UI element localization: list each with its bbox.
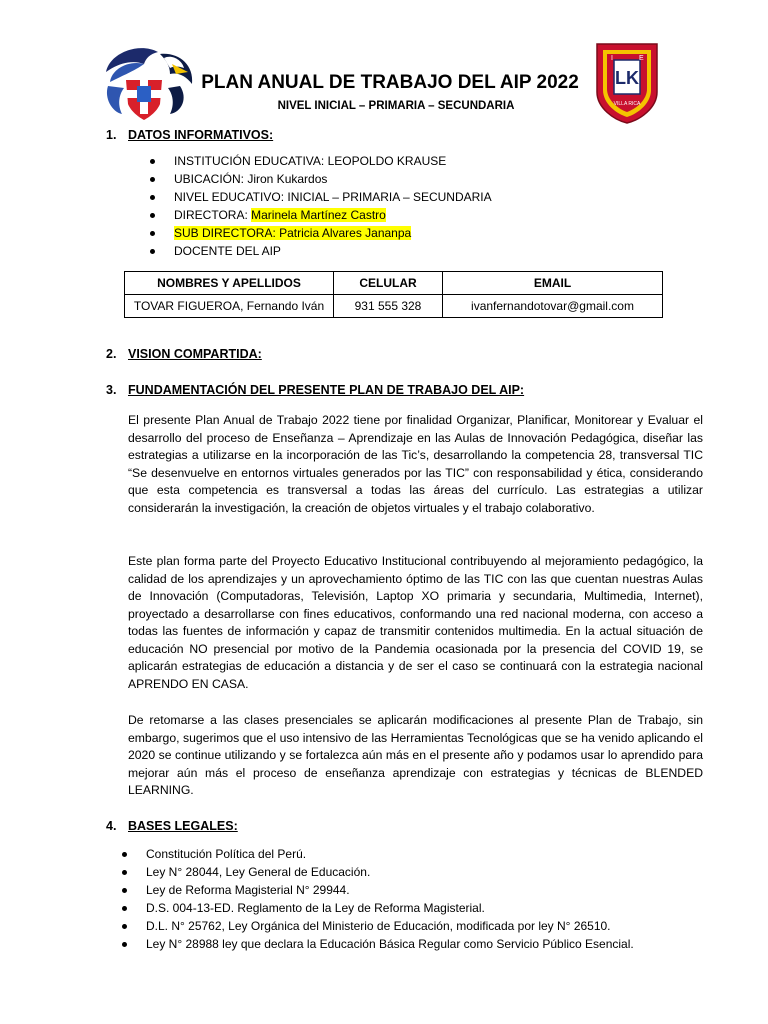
list-item-subdirectora	[148, 224, 492, 242]
list-item: Ley de Reforma Magisterial N° 29944.	[120, 881, 634, 899]
cell-nombre: TOVAR FIGUEROA, Fernando Iván	[125, 295, 334, 318]
directora-label: DIRECTORA:	[174, 208, 252, 222]
list-item: Ley N° 28044, Ley General de Educación.	[120, 863, 634, 881]
svg-text:I: I	[611, 55, 613, 62]
section-heading-fundamentacion	[106, 383, 524, 397]
section-heading-vision	[106, 347, 262, 361]
section-title: VISION COMPARTIDA:	[128, 347, 262, 361]
school-shield-logo	[594, 42, 660, 124]
section-title: FUNDAMENTACIÓN DEL PRESENTE PLAN DE TRABAJO DEL AIP:	[128, 383, 525, 397]
section-heading-datos	[106, 128, 273, 142]
svg-text:VILLA RICA: VILLA RICA	[613, 101, 641, 107]
list-item: D.L. N° 25762, Ley Orgánica del Ministerio de Educación, modificada por ley N° 26510.	[120, 917, 634, 935]
table-row	[125, 295, 663, 318]
cell-email: ivanfernandotovar@gmail.com	[443, 295, 663, 318]
column-header-nombres: NOMBRES Y APELLIDOS	[125, 272, 334, 295]
section-number: 3.	[106, 383, 117, 397]
document-title: PLAN ANUAL DE TRABAJO DEL AIP 2022	[201, 72, 579, 93]
document-subtitle: NIVEL INICIAL – PRIMARIA – SECUNDARIA	[277, 100, 515, 112]
section-number: 4.	[106, 819, 117, 833]
bases-list	[120, 845, 634, 953]
column-header-email: EMAIL	[443, 272, 663, 295]
list-item: Ley N° 28988 ley que declara la Educación Básica Regular como Servicio Público Esencial.	[120, 935, 634, 953]
section-number: 1.	[106, 128, 117, 142]
list-item: Constitución Política del Perú.	[120, 845, 634, 863]
list-item-institucion: INSTITUCIÓN EDUCATIVA: LEOPOLDO KRAUSE	[148, 152, 492, 170]
paragraph-2: Este plan forma parte del Proyecto Educativo Institucional contribuyendo al mejoramiento pedagógico, la calidad de los aprendizajes y un aprovechamiento óptimo de las TIC con las que cuentan nuestras Aulas de Innovación (Computadoras, Televisión, Laptop XO primaria y secundaria, Multimedia, Internet), proyectado a desarrollarse con fines educativos, conformando una red nacional moderna, con acceso a todas las fuentes de información y capaz de transmitir contenidos multimedia. En la actual situación de educación NO presencial por motivo de la Pandemia ocasionada por la presencia del COVID 19, se aplicarán estrategias de educación a distancia y de ser el caso se continuará con la estrategia nacional APRENDO EN CASA.	[128, 554, 703, 691]
paragraph-3: De retomarse a las clases presenciales se aplicarán modificaciones al presente Plan de Trabajo, sin embargo, sugerimos que el uso intensivo de las Herramientas Tecnológicas que se ha venido aplicando el 2020 se continue utilizando y se fortalezca aún más en el presente año y podamos usar lo aprendido para mejorar aún más el proceso de enseñanza aprendizaje con estrategias y técnicas de BLENDED LEARNING.	[128, 713, 703, 797]
list-item-docente: DOCENTE DEL AIP	[148, 242, 492, 260]
school-eagle-logo	[100, 42, 196, 122]
paragraph-1: El presente Plan Anual de Trabajo 2022 tiene por finalidad Organizar, Planificar, Monitorear y Evaluar el desarrollo del proceso de Enseñanza – Aprendizaje en las Aulas de Innovación Pedagógica, diseñar las estrategias a utilizarse en la incorporación de las Tic’s, desarrollando la competencia 28, transversal TIC “Se desenvuelve en entornos virtuales generados por las TIC” con responsabilidad y ética, considerando que esta competencia es transversal a todas las áreas del currículo. Las estrategias a utilizar considerarán la investigación, la creación de objetos virtuales y el trabajo colaborativo.	[128, 413, 703, 515]
directora-name: Marinela Martínez Castro	[251, 208, 386, 222]
list-item-nivel: NIVEL EDUCATIVO: INICIAL – PRIMARIA – SECUNDARIA	[148, 188, 492, 206]
svg-text:E: E	[639, 55, 644, 62]
list-item-directora	[148, 206, 492, 224]
column-header-celular: CELULAR	[334, 272, 443, 295]
cell-celular: 931 555 328	[334, 295, 443, 318]
list-item: D.S. 004-13-ED. Reglamento de la Ley de Reforma Magisterial.	[120, 899, 634, 917]
docente-table	[124, 271, 663, 318]
section-title: BASES LEGALES:	[128, 819, 238, 833]
svg-text:LK: LK	[615, 68, 639, 88]
list-item-ubicacion: UBICACIÓN: Jiron Kukardos	[148, 170, 492, 188]
section-number: 2.	[106, 347, 117, 361]
subdirectora-text: SUB DIRECTORA: Patricia Alvares Jananpa	[174, 226, 412, 240]
datos-list	[148, 152, 492, 260]
section-heading-bases	[106, 819, 238, 833]
section-title: DATOS INFORMATIVOS:	[128, 128, 274, 142]
table-header-row	[125, 272, 663, 295]
